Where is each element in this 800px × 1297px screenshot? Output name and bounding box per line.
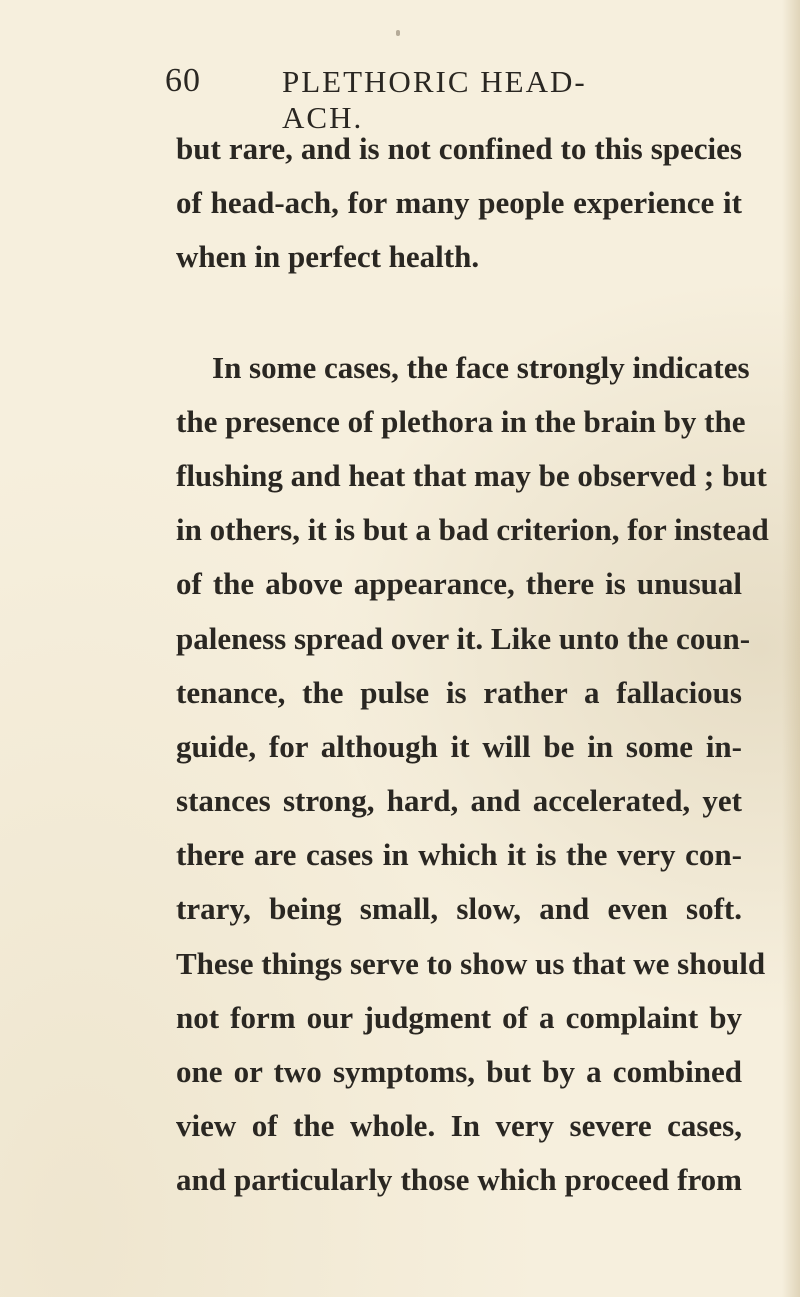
- text-line: in others, it is but a bad criterion, for instead: [176, 512, 769, 548]
- ink-speck: [396, 30, 400, 36]
- text-line: one or two symptoms, but by a combined: [176, 1054, 742, 1089]
- page-number: 60: [165, 62, 201, 99]
- text-line: flushing and heat that may be observed ; but: [176, 457, 767, 493]
- text-line: not form our judgment of a complaint by: [176, 999, 742, 1035]
- text-line: stances strong, hard, and accelerated, yet: [176, 783, 742, 819]
- text-line: In some cases, the face strongly indicates: [212, 349, 750, 385]
- text-line: when in perfect health.: [176, 239, 480, 275]
- text-line: guide, for although it will be in some in-: [176, 728, 742, 764]
- text-line: view of the whole. In very severe cases,: [176, 1108, 742, 1144]
- text-line: These things serve to show us that we should: [176, 945, 766, 981]
- text-line: of the above appearance, there is unusual: [176, 566, 742, 602]
- page-edge-shadow: [782, 0, 800, 1297]
- text-line: of head-ach, for many people experience it: [176, 185, 742, 221]
- paragraph-2: [176, 341, 769, 1208]
- body-text: [176, 122, 769, 1208]
- running-head: PLETHORIC HEAD-ACH.: [282, 64, 587, 135]
- text-line: but rare, and is not confined to this species: [176, 131, 742, 166]
- paragraph-gap: [176, 285, 742, 341]
- page-header: [165, 62, 635, 135]
- text-line: trary, being small, slow, and even soft.: [176, 891, 742, 927]
- text-line: and particularly those which proceed from: [176, 1162, 742, 1198]
- text-line: the presence of plethora in the brain by the: [176, 403, 746, 439]
- text-line: tenance, the pulse is rather a fallacious: [176, 674, 742, 710]
- text-line: there are cases in which it is the very con-: [176, 837, 742, 873]
- paragraph-1: [176, 122, 742, 285]
- text-line: paleness spread over it. Like unto the coun-: [176, 620, 751, 656]
